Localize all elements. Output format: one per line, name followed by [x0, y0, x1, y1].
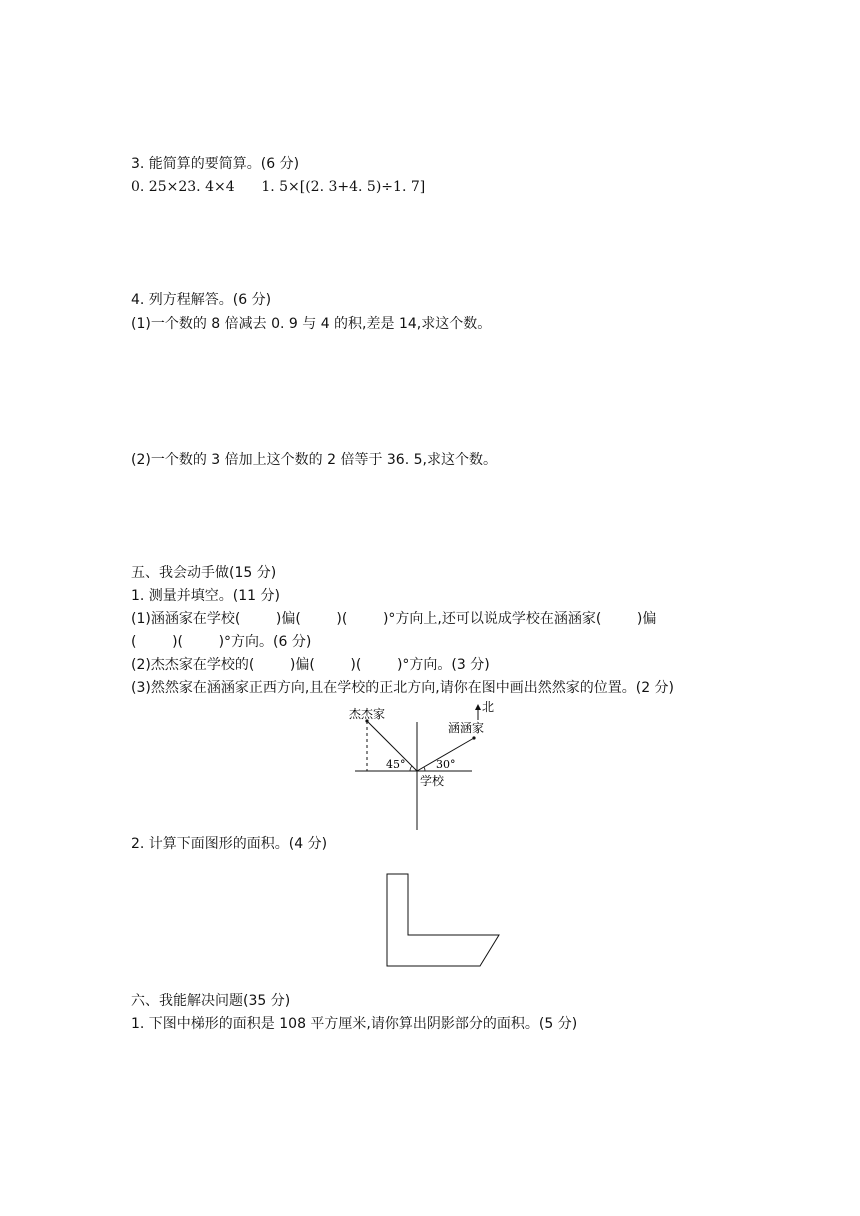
q4-part2: (2)一个数的 3 倍加上这个数的 2 倍等于 36. 5,求这个数。 — [131, 452, 497, 468]
angle-arc-left — [410, 766, 412, 771]
q4-title: 4. 列方程解答。(6 分) — [131, 292, 272, 308]
q4-part1: (1)一个数的 8 倍减去 0. 9 与 4 的积,差是 14,求这个数。 — [131, 316, 492, 332]
label-jiejie: 杰杰家 — [349, 707, 386, 721]
q3-expressions: 0. 25×23. 4×4 1. 5×[(2. 3+4. 5)÷1. 7] — [131, 179, 426, 195]
label-school: 学校 — [420, 774, 445, 788]
s5-q1-line4: (3)然然家在涵涵家正西方向,且在学校的正北方向,请你在图中画出然然家的位置。(2 分) — [131, 680, 675, 696]
l-shape-outline — [387, 874, 499, 966]
section6-heading: 六、我能解决问题(35 分) — [131, 993, 291, 1009]
s5-q1-line3: (2)杰杰家在学校的( )偏( )( )°方向。(3 分) — [131, 657, 490, 673]
label-north: 北 — [482, 700, 495, 714]
s6-q1: 1. 下图中梯形的面积是 108 平方厘米,请你算出阴影部分的面积。(5 分) — [131, 1016, 578, 1032]
section5-heading: 五、我会动手做(15 分) — [131, 565, 277, 581]
s5-q1-line1: (1)涵涵家在学校( )偏( )( )°方向上,还可以说成学校在涵涵家( )偏 — [131, 611, 657, 627]
q3-title: 3. 能简算的要简算。(6 分) — [131, 156, 300, 172]
s5-q1-title: 1. 测量并填空。(11 分) — [131, 588, 280, 604]
hanhan-point — [472, 736, 475, 739]
label-hanhan: 涵涵家 — [448, 721, 485, 735]
label-angle-30: 30° — [436, 758, 456, 771]
direction-diagram — [340, 700, 495, 835]
s5-q1-line2: ( )( )°方向。(6 分) — [131, 634, 312, 650]
l-shape-figure — [380, 868, 505, 970]
angle-arc-right — [424, 767, 425, 771]
label-angle-45: 45° — [386, 758, 406, 771]
s5-q2-title: 2. 计算下面图形的面积。(4 分) — [131, 836, 328, 852]
